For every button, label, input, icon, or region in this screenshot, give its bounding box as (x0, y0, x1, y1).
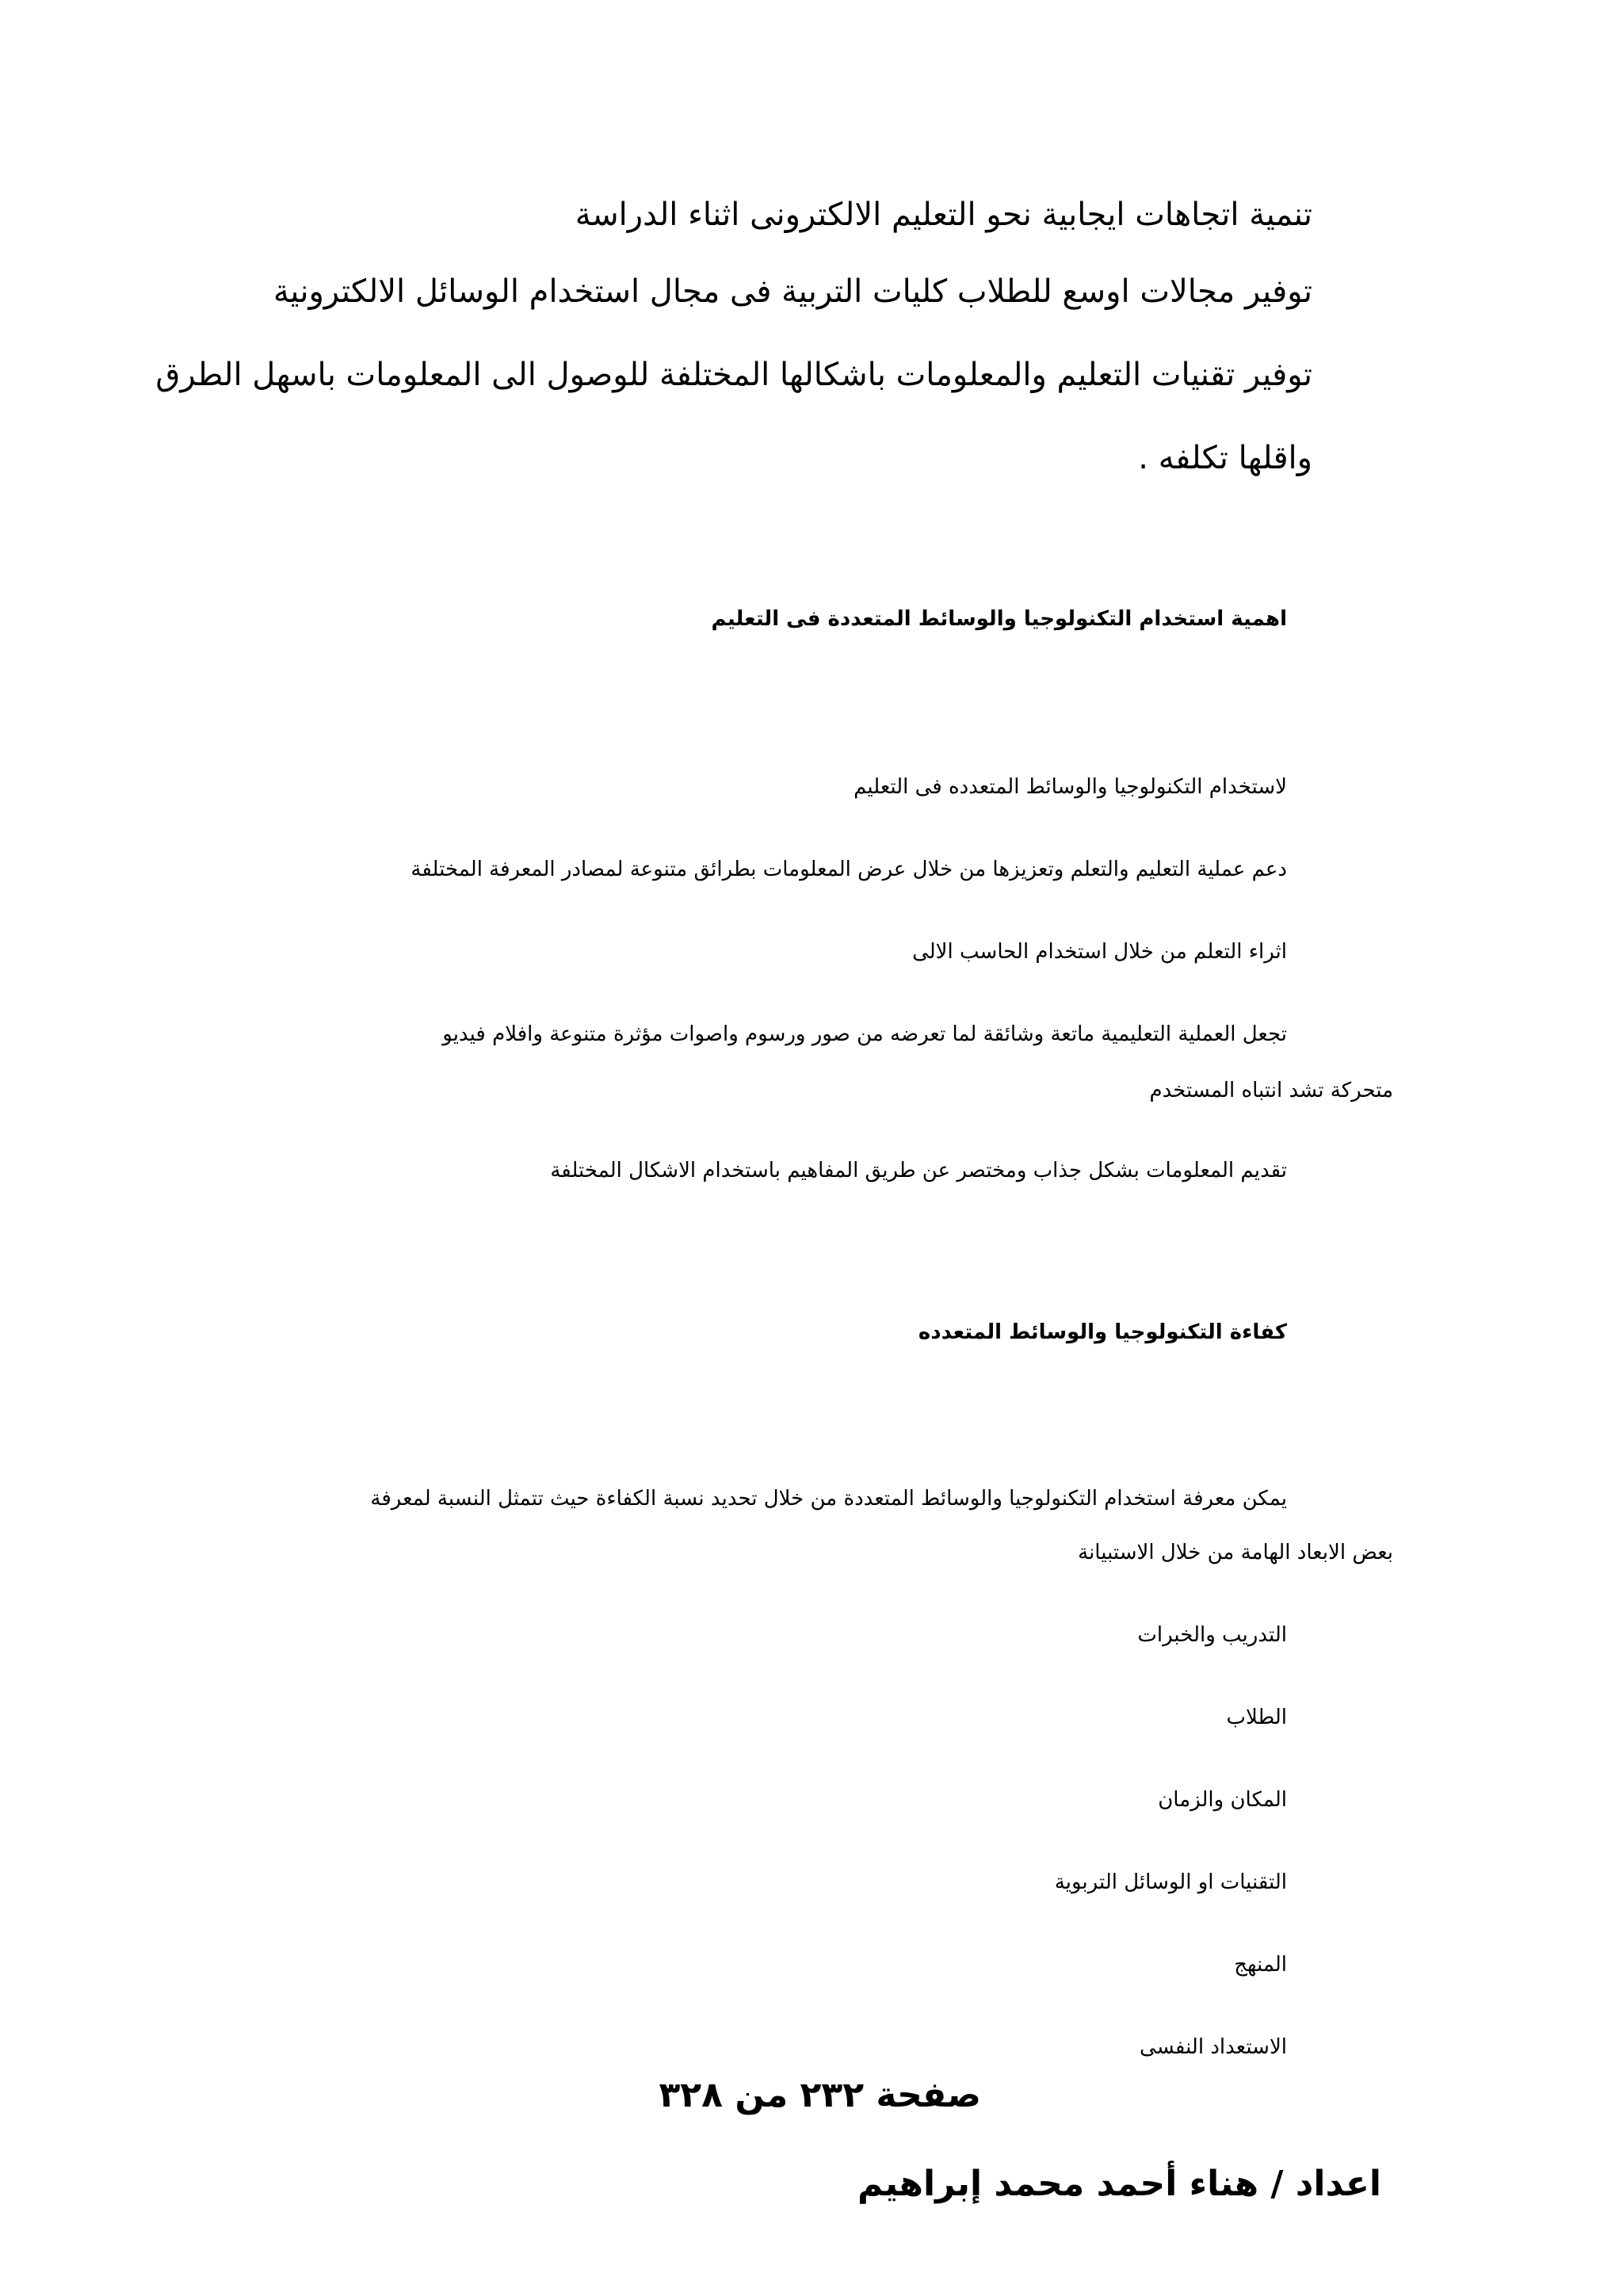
section2-item-6: الاستعداد النفسى (1140, 2035, 1287, 2059)
section2-item-2: الطلاب (1226, 1706, 1287, 1729)
section1-item-2: دعم عملية التعليم والتعلم وتعزيزها من خلال عرض المعلومات بطرائق متنوعة لمصادر المعرفة المختلفة (411, 858, 1287, 881)
section2-item-5: المنهج (1234, 1953, 1287, 1977)
section2-heading: كفاءة التكنولوجيا والوسائط المتعدده (918, 1320, 1287, 1344)
section1-heading: اهمية استخدام التكنولوجيا والوسائط المتعددة فى التعليم (711, 607, 1287, 631)
section1-item-5: تقديم المعلومات بشكل جذاب ومختصر عن طريق المفاهيم باستخدام الاشكال المختلفة (550, 1159, 1287, 1182)
section2-paragraph-line-2: بعض الابعاد الهامة من خلال الاستبيانة (1078, 1541, 1393, 1564)
section1-item-3: اثراء التعلم من خلال استخدام الحاسب الالى (912, 940, 1287, 964)
intro-line-3: توفير تقنيات التعليم والمعلومات باشكالها المختلفة للوصول الى المعلومات باسهل الطرق (155, 357, 1312, 393)
section2-item-1: التدريب والخبرات (1137, 1623, 1287, 1647)
section1-item-4: تجعل العملية التعليمية ماتعة وشائقة لما تعرضه من صور ورسوم واصوات مؤثرة متنوعة وافلام فيديو (442, 1022, 1287, 1046)
author-credit: اعداد / هناء أحمد محمد إبراهيم (857, 2164, 1381, 2204)
intro-line-2: توفير مجالات اوسع للطلاب كليات التربية فى مجال استخدام الوسائل الالكترونية (273, 273, 1312, 310)
page-number: صفحة ٢٣٢ من ٣٢٨ (659, 2075, 981, 2115)
section2-paragraph-line-1: يمكن معرفة استخدام التكنولوجيا والوسائط المتعددة من خلال تحديد نسبة الكفاءة حيث تتمثل النسبة لمعرفة (370, 1487, 1287, 1511)
section2-item-4: التقنيات او الوسائل التربوية (1054, 1870, 1287, 1894)
section1-item-1: لاستخدام التكنولوجيا والوسائط المتعدده فى التعليم (854, 775, 1287, 799)
section2-item-3: المكان والزمان (1158, 1788, 1287, 1812)
intro-line-1: تنمية اتجاهات ايجابية نحو التعليم الالكترونى اثناء الدراسة (575, 197, 1312, 233)
section1-item-4-continuation: متحركة تشد انتباه المستخدم (1149, 1079, 1393, 1102)
intro-line-4: واقلها تكلفه . (1138, 440, 1312, 476)
